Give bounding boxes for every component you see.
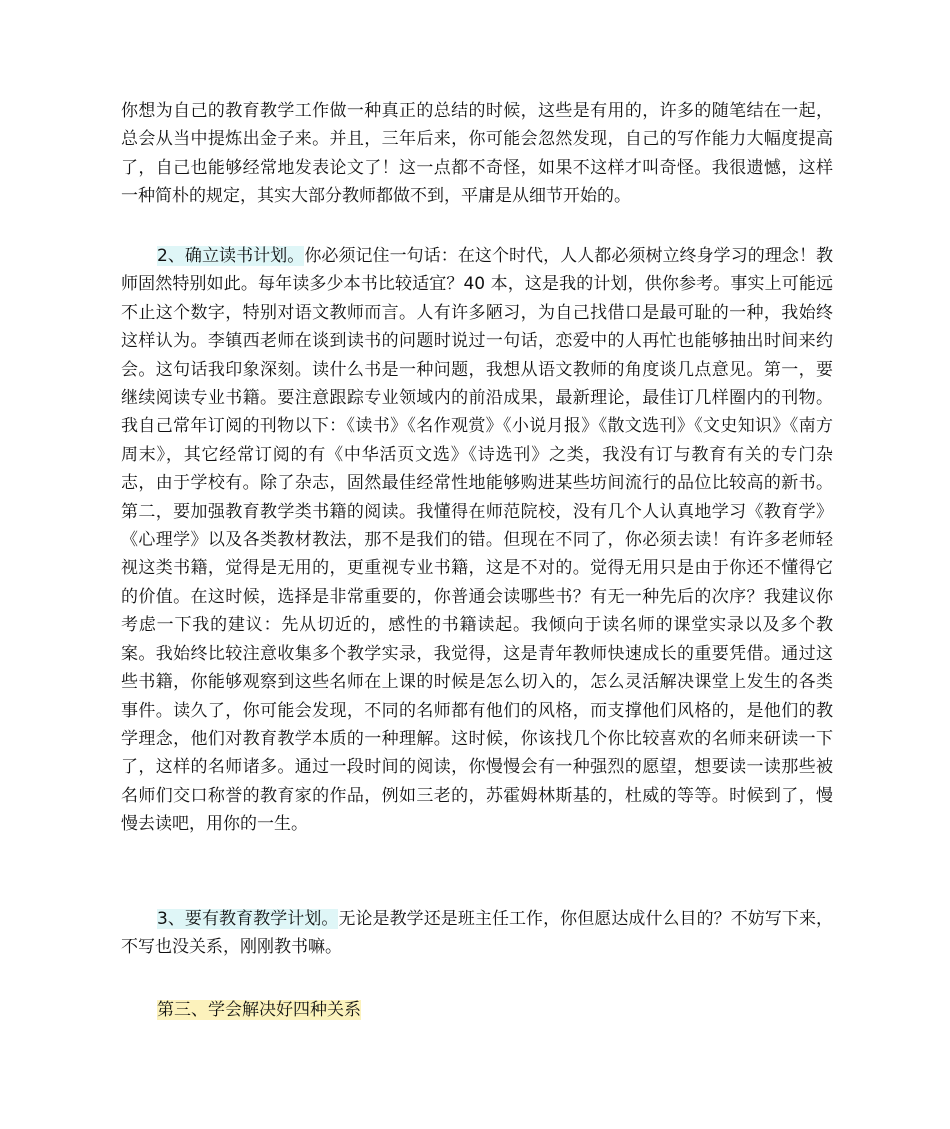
section-heading-four-relations: 第三、学会解决好四种关系 [157, 1000, 361, 1020]
section-heading-reading-plan: 2、确立读书计划。 [157, 246, 305, 266]
section-heading-teaching-plan: 3、要有教育教学计划。 [157, 909, 339, 929]
section-heading-four-relations-line [121, 996, 833, 1024]
paragraph-teaching-plan [121, 905, 833, 962]
paragraph-continuation [121, 97, 833, 211]
paragraph-text: 你想为自己的教育教学工作做一种真正的总结的时候，这些是有用的，许多的随笔结在一起，总会从当中提炼出金子来。并且，三年后来，你可能会忽然发现，自己的写作能力大幅度提高了，自己也能够经常地发表论文了！这一点都不奇怪，如果不这样才叫奇怪。我很遗憾，这样一种简朴的规定，其实大部分教师都做不到，平庸是从细节开始的。 [121, 101, 833, 207]
paragraph-reading-plan [121, 242, 833, 839]
paragraph-text: 你必须记住一句话：在这个时代，人人都必须树立终身学习的理念！教师固然特别如此。每年读多少本书比较适宜？40 本，这是我的计划，供你参考。事实上可能远不止这个数字，特别对语文教师而言。人有许多陋习，为自己找借口是最可耻的一种，我始终这样认为。李镇西老师在谈到读书的问题时说过一句话，恋爱中的人再忙也能够抽出时间来约会。这句话我印象深刻。读什么书是一种问题，我想从语文教师的角度谈几点意见。第一，要继续阅读专业书籍。要注意跟踪专业领域内的前沿成果，最新理论，最佳订几样圈内的刊物。我自己常年订阅的刊物以下：《读书》《名作观赏》《小说月报》《散文选刊》《文史知识》《南方周末》，其它经常订阅的有《中华活页文选》《诗选刊》之类，我没有订与教育有关的专门杂志，由于学校有。除了杂志，固然最佳经常性地能够购进某些坊间流行的品位比较高的新书。第二，要加强教育教学类书籍的阅读。我懂得在师范院校，没有几个人认真地学习《教育学》《心理学》以及各类教材教法，那不是我们的错。但现在不同了，你必须去读！有许多老师轻视这类书籍，觉得是无用的，更重视专业书籍，这是不对的。觉得无用只是由于你还不懂得它的价值。在这时候，选择是非常重要的，你普通会读哪些书？有无一种先后的次序？我建议你考虑一下我的建议：先从切近的，感性的书籍读起。我倾向于读名师的课堂实录以及多个教案。我始终比较注意收集多个教学实录，我觉得，这是青年教师快速成长的重要凭借。通过这些书籍，你能够观察到这些名师在上课的时候是怎么切入的，怎么灵活解决课堂上发生的各类事件。读久了，你可能会发现，不同的名师都有他们的风格，而支撑他们风格的，是他们的教学理念，他们对教育教学本质的一种理解。这时候，你该找几个你比较喜欢的名师来研读一下了，这样的名师诸多。通过一段时间的阅读，你慢慢会有一种强烈的愿望，想要读一读那些被名师们交口称誉的教育家的作品，例如三老的，苏霍姆林斯基的，杜威的等等。时候到了，慢慢去读吧，用你的一生。 [121, 246, 833, 835]
paragraph-text: 无论是教学还是班主任工作，你但愿达成什么目的？不妨写下来，不写也没关系，刚刚教书嘛。 [121, 909, 833, 958]
